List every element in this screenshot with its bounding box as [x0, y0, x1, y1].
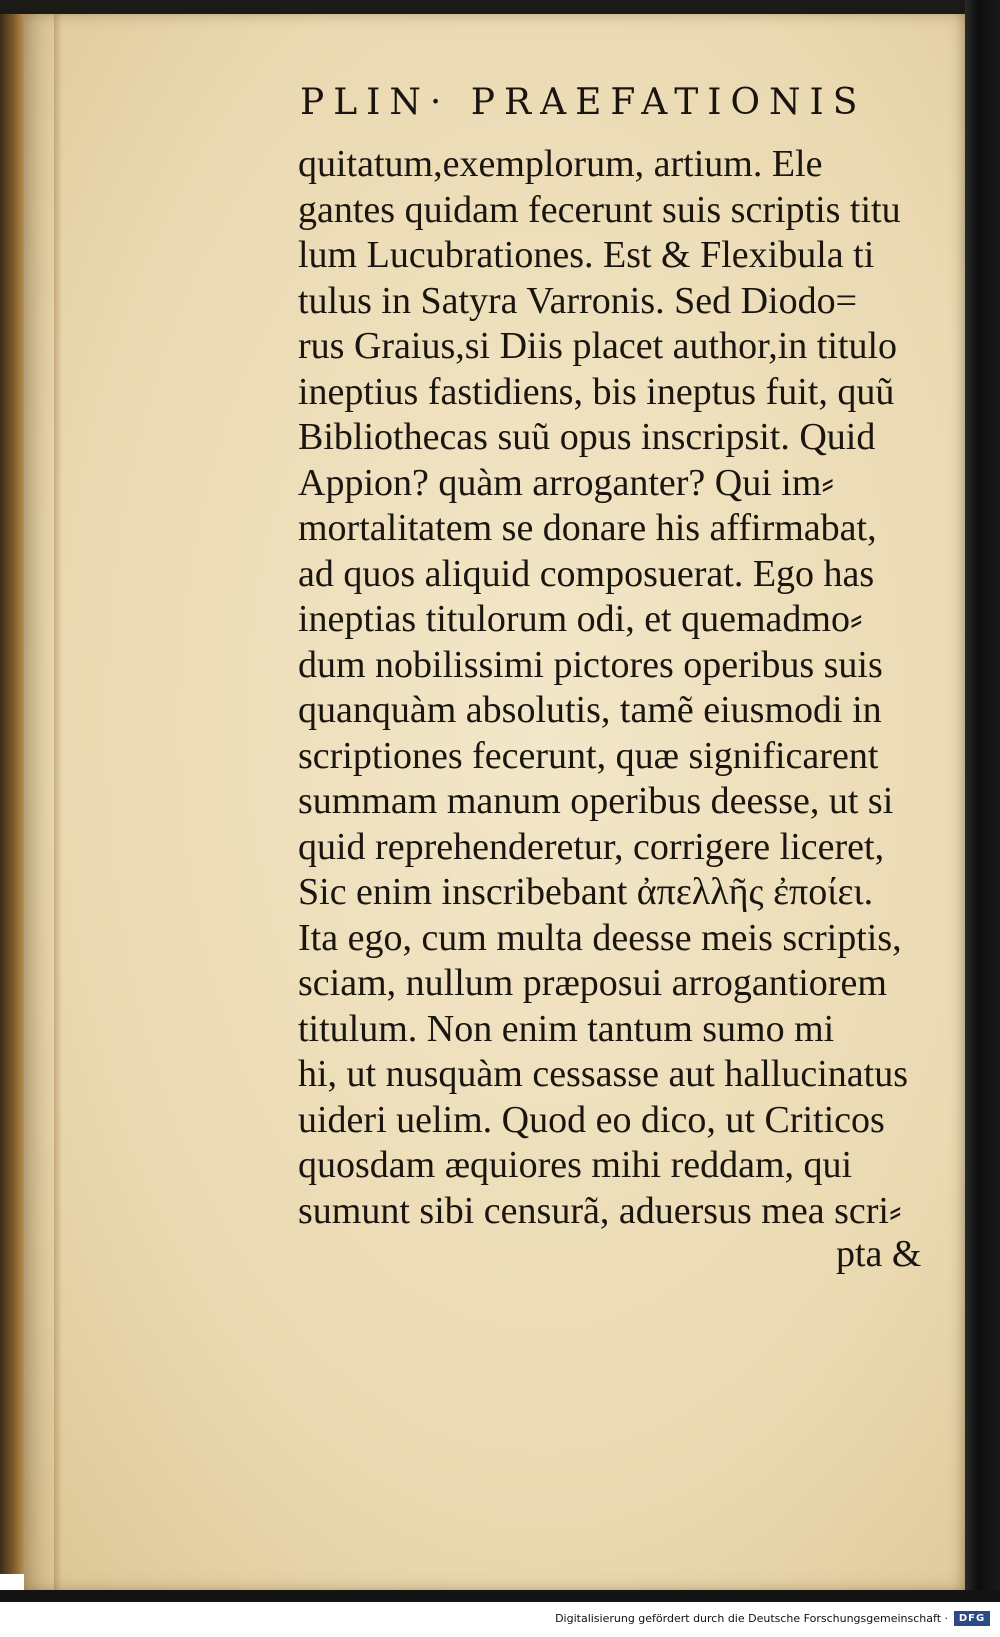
text-line: Bibliothecas suũ opus inscripsit. Quid — [298, 416, 876, 458]
text-line: Sic enim inscribebant ἀπελλῆς ἐποίει. — [298, 871, 874, 913]
text-line: quid reprehenderetur, corrigere liceret, — [298, 825, 885, 868]
running-head: PLIN· PRAEFATIONIS — [300, 82, 867, 123]
text-line: Ita ego, cum multa deesse meis scriptis, — [298, 916, 902, 959]
scan-bottom-border — [0, 1590, 1000, 1602]
text-line: tulus in Satyra Varronis. Sed Diodo= — [298, 279, 858, 322]
text-line: summam manum operibus deesse, ut si — [298, 780, 894, 822]
text-line: rus Graius,si Diis placet author,in titulo — [298, 325, 898, 367]
page-gutter-shadow — [54, 14, 62, 1590]
text-line: mortalitatem se donare his affirmabat, — [298, 507, 877, 549]
text-line: quosdam æquiores mihi reddam, qui — [298, 1144, 853, 1186]
catchword: pta & — [836, 1233, 922, 1275]
text-line: ad quos aliquid composuerat. Ego has — [298, 552, 875, 595]
scan-top-border — [0, 0, 1000, 14]
text-line: titulum. Non enim tantum sumo mi — [298, 1007, 835, 1050]
text-line: quanquàm absolutis, tamẽ eiusmodi in — [298, 689, 882, 731]
dfg-logo: DFG — [954, 1611, 990, 1626]
text-line: sumunt sibi censurã, aduersus mea scri⸗ — [298, 1189, 902, 1232]
text-line: scriptiones fecerunt, quæ significarent — [298, 734, 879, 777]
body-text — [298, 142, 938, 1234]
text-line: hi, ut nusquàm cessasse aut hallucinatus — [298, 1053, 908, 1095]
text-line: ineptius fastidiens, bis ineptus fuit, quũ — [298, 370, 895, 413]
book-spine-edge — [0, 14, 24, 1574]
scan-right-border — [965, 0, 1000, 1590]
funding-credit: Digitalisierung gefördert durch die Deutsche Forschungsgemeinschaft · — [555, 1612, 948, 1625]
text-line: sciam, nullum præposui arrogantiorem — [298, 962, 887, 1004]
text-line: quitatum,exemplorum, artium. Ele — [298, 143, 823, 185]
text-line: uideri uelim. Quod eo dico, ut Criticos — [298, 1098, 885, 1141]
text-line: dum nobilissimi pictores operibus suis — [298, 643, 883, 686]
text-line: gantes quidam fecerunt suis scriptis titu — [298, 188, 901, 231]
text-line: ineptias titulorum odi, et quemadmo⸗ — [298, 598, 863, 640]
text-line: Appion? quàm arroganter? Qui im⸗ — [298, 461, 835, 504]
digitization-footer — [0, 1602, 1000, 1637]
text-line: lum Lucubrationes. Est & Flexibula ti — [298, 234, 875, 276]
